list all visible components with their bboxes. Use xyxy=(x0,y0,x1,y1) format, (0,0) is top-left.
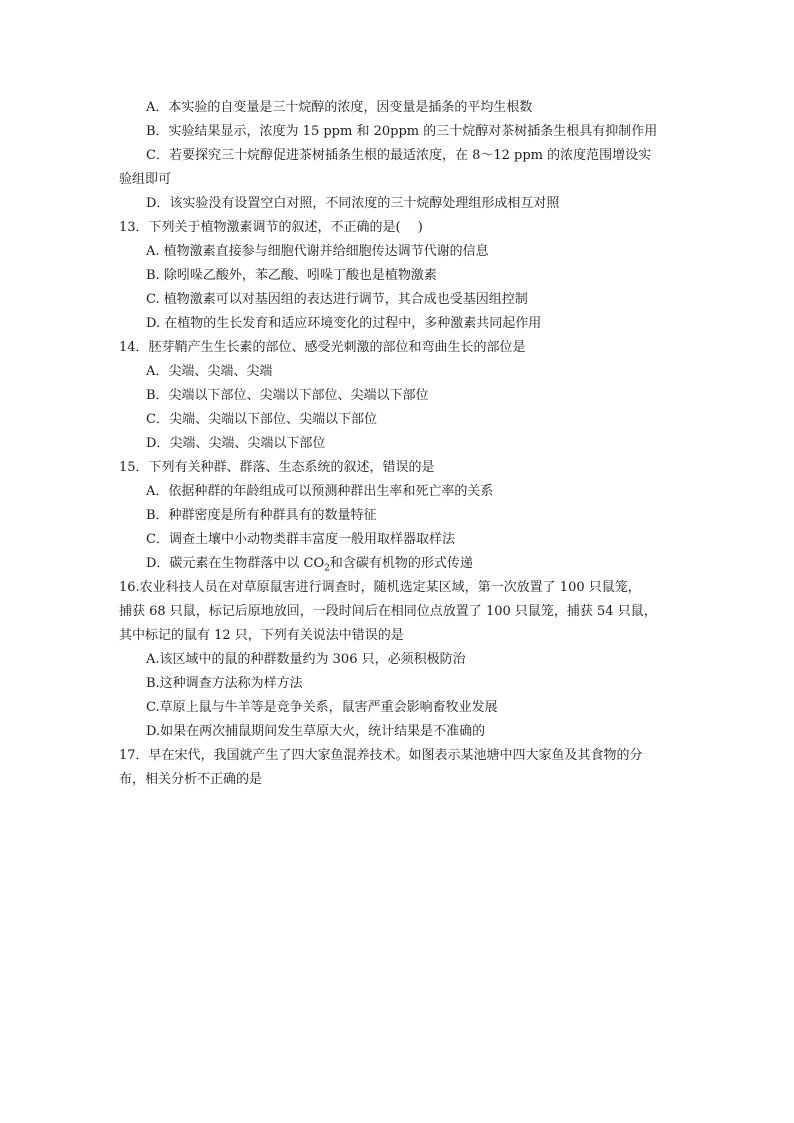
q13-option-a: A. 植物激素直接参与细胞代谢并给细胞传达调节代谢的信息 xyxy=(146,244,489,259)
q12-option-a: A．本实验的自变量是三十烷醇的浓度，因变量是插条的平均生根数 xyxy=(146,100,533,115)
q16-stem-line-2: 捕获 68 只鼠，标记后原地放回，一段时间后在相同位点放置了 100 只鼠笼，捕获 54 只鼠， xyxy=(119,604,657,619)
q15-option-b: B．种群密度是所有种群具有的数量特征 xyxy=(146,508,377,523)
q16-stem-line-3: 其中标记的鼠有 12 只，下列有关说法中错误的是 xyxy=(119,628,404,643)
q15-option-c: C．调查土壤中小动物类群丰富度一般用取样器取样法 xyxy=(146,532,455,547)
q16-option-c: C.草原上鼠与牛羊等是竞争关系，鼠害严重会影响畜牧业发展 xyxy=(146,700,498,715)
q17-stem-line-1: 17．早在宋代，我国就产生了四大家鱼混养技术。如图表示某池塘中四大家鱼及其食物的分 xyxy=(119,748,643,763)
q13-stem: 13．下列关于植物激素调节的叙述，不正确的是( ) xyxy=(119,220,423,235)
q13-option-b: B. 除吲哚乙酸外，苯乙酸、吲哚丁酸也是植物激素 xyxy=(146,268,437,283)
q17-stem-line-2: 布，相关分析不正确的是 xyxy=(119,772,263,787)
q14-stem: 14．胚芽鞘产生生长素的部位、感受光刺激的部位和弯曲生长的部位是 xyxy=(119,340,526,355)
q16-option-d: D.如果在两次捕鼠期间发生草原大火，统计结果是不准确的 xyxy=(146,724,486,739)
q14-option-d: D．尖端、尖端、尖端以下部位 xyxy=(146,436,326,451)
q14-option-c: C．尖端、尖端以下部位、尖端以下部位 xyxy=(146,412,377,427)
co2-subscript: 2 xyxy=(324,563,330,574)
q12-option-d: D．该实验没有设置空白对照，不同浓度的三十烷醇处理组形成相互对照 xyxy=(146,196,560,211)
q12-option-c-continued: 验组即可 xyxy=(119,172,172,187)
q15-option-d-post: 和含碳有机物的形式传递 xyxy=(329,556,473,571)
q14-option-b: B．尖端以下部位、尖端以下部位、尖端以下部位 xyxy=(146,388,429,403)
q15-stem: 15．下列有关种群、群落、生态系统的叙述，错误的是 xyxy=(119,460,435,475)
q16-stem-line-1: 16.农业科技人员在对草原鼠害进行调查时，随机选定某区域，第一次放置了 100 只鼠笼， xyxy=(119,580,641,595)
q15-option-d xyxy=(146,555,473,573)
q13-option-d: D. 在植物的生长发育和适应环境变化的过程中，多种激素共同起作用 xyxy=(146,316,542,331)
q16-option-a: A.该区域中的鼠的种群数量约为 306 只，必须积极防治 xyxy=(146,652,466,667)
q16-option-b: B.这种调查方法称为样方法 xyxy=(146,676,303,691)
q12-option-c: C．若要探究三十烷醇促进茶树插条生根的最适浓度，在 8～12 ppm 的浓度范围增设实 xyxy=(146,148,652,163)
q15-option-d-pre: D．碳元素在生物群落中以 CO xyxy=(146,556,325,571)
q15-option-a: A．依据种群的年龄组成可以预测种群出生率和死亡率的关系 xyxy=(146,484,494,499)
q12-option-b: B．实验结果显示，浓度为 15 ppm 和 20ppm 的三十烷醇对茶树插条生根具有抑制作用 xyxy=(146,124,658,139)
q13-option-c: C. 植物激素可以对基因组的表达进行调节，其合成也受基因组控制 xyxy=(146,292,528,307)
q14-option-a: A．尖端、尖端、尖端 xyxy=(146,364,273,379)
